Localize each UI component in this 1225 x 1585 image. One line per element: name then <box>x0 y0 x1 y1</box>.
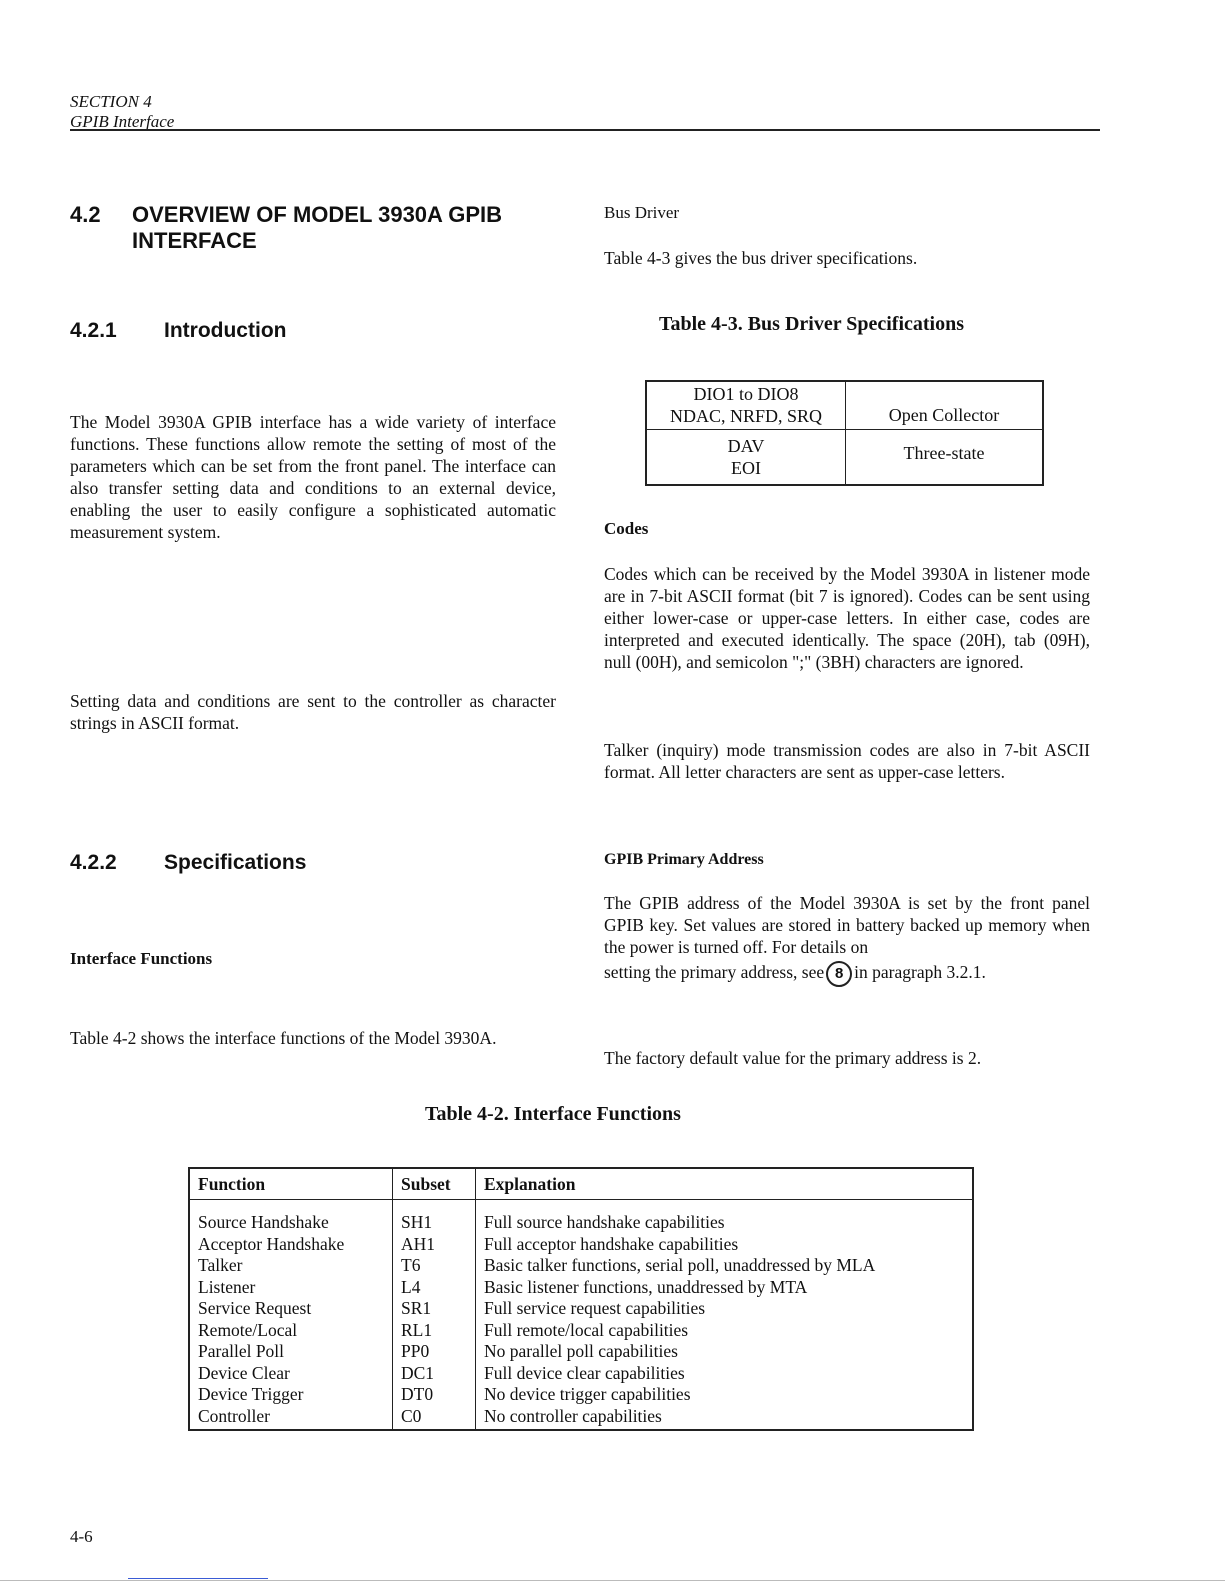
table-row <box>189 1200 973 1234</box>
cell-line: EOI <box>731 457 761 478</box>
heading-title: Introduction <box>164 319 287 342</box>
gpib-paragraph-lead: The GPIB address of the Model 3930A is set by the front panel GPIB key. Set values are stored in battery backed up memory when the power is turned off. For details on <box>604 893 1090 957</box>
cell-line: DAV <box>727 435 765 456</box>
table-cell: Three-state <box>846 429 1044 485</box>
table43-caption: Table 4-3. Bus Driver Specifications <box>659 313 965 335</box>
table-row <box>189 1255 973 1277</box>
subset-cell: PP0 <box>393 1341 476 1363</box>
page-number: 4-6 <box>70 1527 93 1546</box>
table42-caption: Table 4-2. Interface Functions <box>425 1103 681 1125</box>
heading-4-2-1 <box>70 318 470 344</box>
table-cell <box>846 381 1044 429</box>
section-subtitle: GPIB Interface <box>70 112 175 131</box>
column-header-subset: Subset <box>393 1168 476 1200</box>
function-cell: Listener <box>189 1277 393 1299</box>
table-row <box>189 1277 973 1299</box>
codes-paragraph: Codes which can be received by the Model 3930A in listener mode are in 7-bit ASCII format (bit 7 is ignored). Codes can be sent using either lower-case or upper-case letters. In either case, codes are interpreted and executed identically. The space (20H), tab (09H), null (00H), and semicolon ";" (3BH) characters are ignored. <box>604 564 1090 672</box>
factory-default-paragraph: The factory default value for the primary address is 2. <box>604 1048 982 1068</box>
bus-driver-heading: Bus Driver <box>604 203 680 222</box>
key-8-circle-icon: 8 <box>826 961 852 987</box>
header-rule <box>70 129 1100 131</box>
heading-number: 4.2 <box>70 202 101 227</box>
column-header-function: Function <box>189 1168 393 1200</box>
subset-cell: L4 <box>393 1277 476 1299</box>
function-cell: Service Request <box>189 1298 393 1320</box>
codes-heading: Codes <box>604 519 649 538</box>
gpib-tail-text: in paragraph 3.2.1. <box>854 962 986 983</box>
explanation-cell: No parallel poll capabilities <box>484 1341 678 1361</box>
subset-cell: RL1 <box>393 1320 476 1342</box>
heading-line-2: INTERFACE <box>132 228 257 253</box>
explanation-cell: Full device clear capabilities <box>484 1362 685 1383</box>
table-row <box>189 1298 973 1320</box>
table-row <box>646 381 1043 429</box>
explanation-cell: No controller capabilities <box>484 1405 662 1426</box>
table-row <box>189 1320 973 1342</box>
subset-cell: DT0 <box>393 1384 476 1406</box>
subset-cell: AH1 <box>393 1234 476 1256</box>
intro-paragraph: The Model 3930A GPIB interface has a wide variety of interface functions. These functions allow remote the setting of most of the parameters which can be set from the front panel. The interface can also transfer setting data and conditions to an external device, enabling the user to easily configure a sophisticated automatic measurement system. <box>70 412 556 542</box>
setting-paragraph: Setting data and conditions are sent to the controller as character strings in ASCII format. <box>70 691 556 733</box>
table-body <box>189 1200 973 1431</box>
function-cell: Talker <box>189 1255 393 1277</box>
function-cell: Acceptor Handshake <box>189 1234 393 1256</box>
explanation-cell: Full acceptor handshake capabilities <box>484 1233 739 1254</box>
subset-cell: DC1 <box>393 1363 476 1385</box>
interface-functions-table <box>188 1167 974 1431</box>
gpib-tail-text: setting the primary address, see <box>604 962 825 983</box>
interface-functions-heading: Interface Functions <box>70 949 213 968</box>
heading-number: 4.2.1 <box>70 319 117 342</box>
function-cell: Device Trigger <box>189 1384 393 1406</box>
bus-driver-table <box>645 380 1044 486</box>
subset-cell: SH1 <box>393 1200 476 1234</box>
table-row <box>189 1384 973 1406</box>
explanation-cell: No device trigger capabilities <box>484 1384 691 1404</box>
explanation-cell: Basic listener functions, unaddressed by MTA <box>484 1276 808 1297</box>
heading-4-2 <box>70 202 570 254</box>
function-cell: Controller <box>189 1406 393 1431</box>
table-row <box>189 1234 973 1256</box>
explanation-cell: Full source handshake capabilities <box>484 1212 725 1232</box>
table-row <box>189 1406 973 1431</box>
heading-4-2-2 <box>70 850 470 876</box>
table-row <box>189 1341 973 1363</box>
cell-line: NDAC, NRFD, SRQ <box>669 406 823 427</box>
heading-number: 4.2.2 <box>70 851 117 874</box>
function-cell: Source Handshake <box>189 1200 393 1234</box>
gpib-paragraph-tail <box>604 961 1090 987</box>
talker-paragraph: Talker (inquiry) mode transmission codes are also in 7-bit ASCII format. All letter characters are sent as upper-case letters. <box>604 740 1090 782</box>
horizontal-scroll-indicator <box>128 1578 268 1579</box>
subset-cell: SR1 <box>393 1298 476 1320</box>
gpib-address-heading: GPIB Primary Address <box>604 851 764 868</box>
running-header <box>70 92 174 132</box>
cell-line: Open Collector <box>888 405 1000 426</box>
table-row <box>189 1363 973 1385</box>
subset-cell: C0 <box>393 1406 476 1431</box>
explanation-cell: Basic talker functions, serial poll, unaddressed by MLA <box>484 1255 876 1275</box>
function-cell: Parallel Poll <box>189 1341 393 1363</box>
explanation-cell: Full remote/local capabilities <box>484 1319 689 1340</box>
subset-cell: T6 <box>393 1255 476 1277</box>
explanation-cell: Full service request capabilities <box>484 1298 706 1318</box>
heading-title: Specifications <box>164 851 307 874</box>
table-cell <box>646 429 846 485</box>
table-row <box>646 429 1043 485</box>
column-header-explanation: Explanation <box>476 1168 974 1200</box>
function-cell: Remote/Local <box>189 1320 393 1342</box>
bus-driver-paragraph: Table 4-3 gives the bus driver specifications. <box>604 248 918 268</box>
table42-intro-paragraph: Table 4-2 shows the interface functions of the Model 3930A. <box>70 1028 497 1048</box>
gpib-address-paragraph <box>604 892 1090 987</box>
section-label: SECTION 4 <box>70 92 152 111</box>
table-cell <box>646 381 846 429</box>
table-header-row <box>189 1168 973 1200</box>
heading-line-1: OVERVIEW OF MODEL 3930A GPIB <box>132 202 503 227</box>
cell-line: DIO1 to DIO8 <box>693 384 799 405</box>
function-cell: Device Clear <box>189 1363 393 1385</box>
bottom-border <box>0 1580 1225 1581</box>
